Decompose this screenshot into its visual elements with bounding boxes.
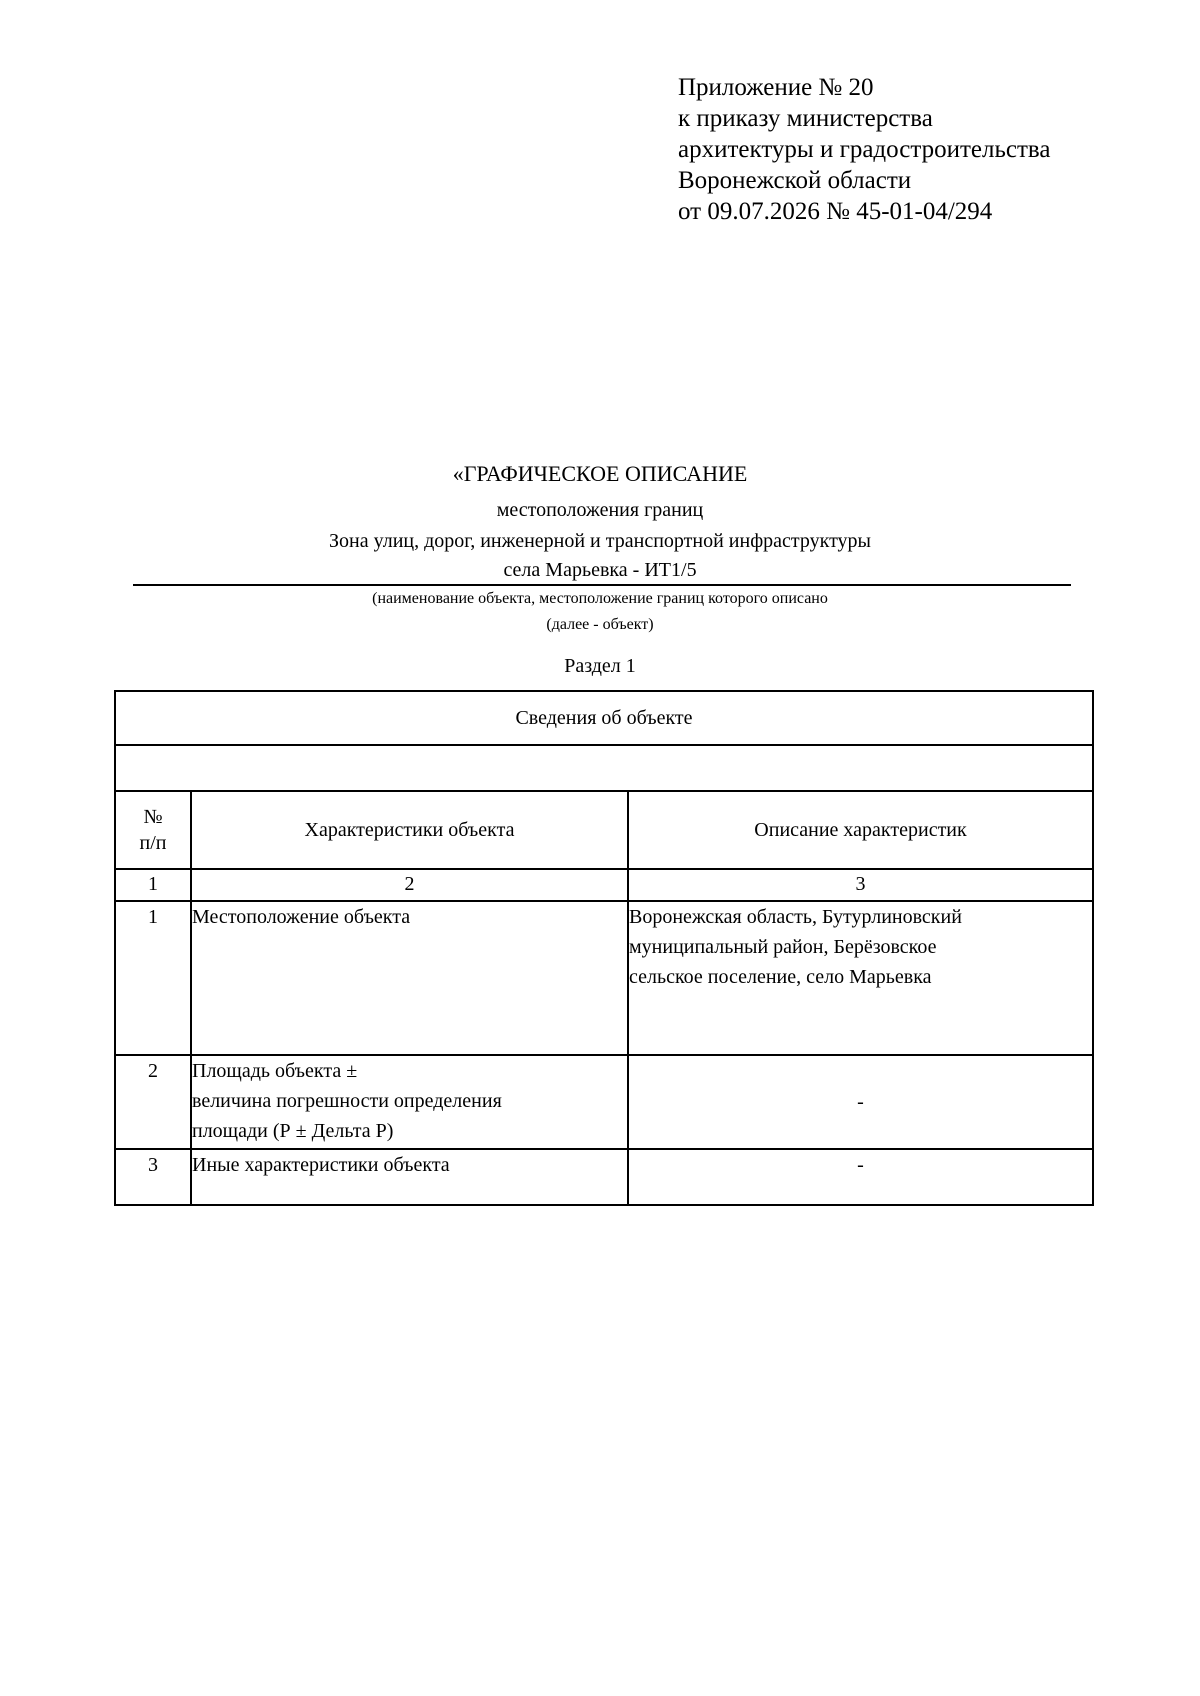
- row-characteristic-line: Площадь объекта ±: [192, 1060, 358, 1082]
- column-number-row: [115, 869, 1093, 901]
- row-characteristic-line: Иные характеристики объекта: [192, 1154, 450, 1176]
- row-description-line: Воронежская область, Бутурлиновский: [629, 906, 962, 928]
- appendix-line: от 09.07.2026 № 45-01-04/294: [678, 198, 993, 225]
- row-description-line: сельское поселение, село Марьевка: [629, 966, 932, 988]
- table-row: [115, 901, 1093, 1055]
- row-characteristic: [191, 901, 628, 1055]
- table-heading: Сведения об объекте: [115, 691, 1093, 745]
- row-description: -: [628, 1055, 1093, 1149]
- row-description: [628, 901, 1093, 1055]
- appendix-line: Воронежской области: [678, 167, 912, 194]
- table-row: [115, 1149, 1093, 1205]
- row-characteristic-line: площади (Р ± Дельта Р): [192, 1120, 394, 1142]
- table-empty-row: [115, 745, 1093, 791]
- column-header-number: [115, 791, 191, 869]
- title-line-3: Зона улиц, дорог, инженерной и транспортной инфраструктуры: [329, 530, 871, 552]
- document-title: «ГРАФИЧЕСКОЕ ОПИСАНИЕ: [452, 461, 748, 486]
- column-number: 3: [628, 869, 1093, 901]
- appendix-line: к приказу министерства: [678, 105, 933, 132]
- column-header-number-line2: п/п: [139, 832, 167, 854]
- row-characteristic: [191, 1055, 628, 1149]
- table-header-row: [115, 791, 1093, 869]
- column-header-number-line1: №: [143, 806, 163, 828]
- title-line-2: местоположения границ: [496, 499, 704, 521]
- row-number: 3: [115, 1149, 191, 1205]
- title-caption-1: (наименование объекта, местоположение границ которого описано: [372, 590, 828, 607]
- appendix-line: архитектуры и градостроительства: [678, 136, 1051, 163]
- title-underline: [133, 584, 1071, 586]
- row-characteristic-line: Местоположение объекта: [192, 906, 411, 928]
- row-description-line: муниципальный район, Берёзовское: [629, 936, 937, 958]
- row-characteristic: [191, 1149, 628, 1205]
- column-number: 1: [115, 869, 191, 901]
- title-line-4: села Марьевка - ИТ1/5: [503, 559, 697, 581]
- column-number: 2: [191, 869, 628, 901]
- row-number: 2: [115, 1055, 191, 1149]
- object-info-table: [114, 690, 1094, 1206]
- row-number: 1: [115, 901, 191, 1055]
- appendix-line: Приложение № 20: [678, 74, 874, 101]
- row-characteristic-line: величина погрешности определения: [192, 1090, 502, 1112]
- table-row: [115, 1055, 1093, 1149]
- appendix-block: [678, 72, 1050, 227]
- column-header-description: Описание характеристик: [628, 791, 1093, 869]
- title-caption-2: (далее - объект): [546, 616, 654, 633]
- row-description: -: [628, 1149, 1093, 1205]
- section-label: Раздел 1: [564, 655, 636, 677]
- column-header-characteristic: Характеристики объекта: [191, 791, 628, 869]
